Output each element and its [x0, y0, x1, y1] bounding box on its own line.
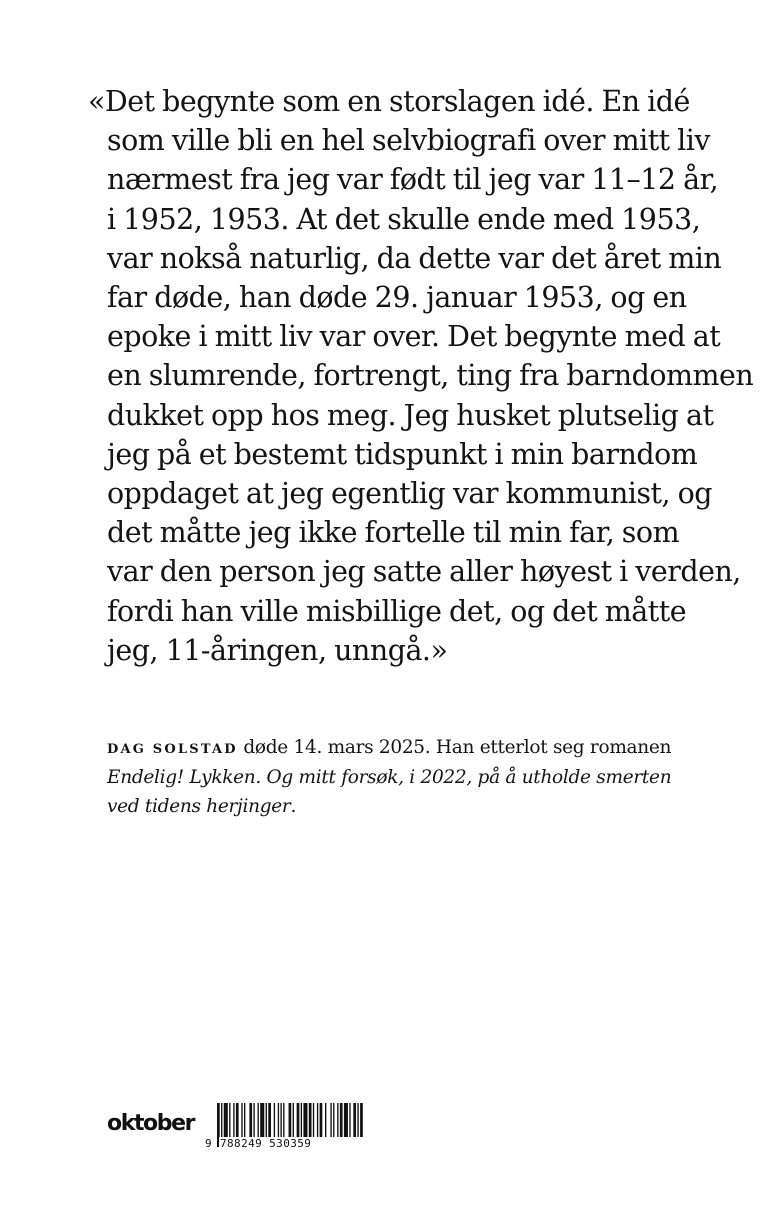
barcode-bar	[349, 1103, 350, 1137]
barcode-bar	[330, 1103, 331, 1137]
bio-line-1	[107, 734, 767, 764]
author-bio	[107, 734, 767, 821]
barcode-bar	[268, 1103, 271, 1137]
book-title-line-1: Endelig! Lykken. Og mitt forsøk, i 2022, på å utholde smerten	[107, 767, 672, 789]
barcode-bar	[266, 1103, 267, 1137]
barcode-bar	[253, 1103, 254, 1137]
barcode-digits	[205, 1137, 312, 1150]
author-name: DAG SOLSTAD	[107, 742, 238, 757]
barcode-bar	[325, 1103, 326, 1137]
barcode-bar	[309, 1103, 312, 1137]
barcode-bar	[344, 1103, 348, 1137]
barcode-bar	[236, 1103, 239, 1137]
quote-line: det måtte jeg ikke fortelle til min far, som	[107, 516, 680, 550]
quote-line: nærmest fra jeg var født til jeg var 11–12 år,	[107, 163, 719, 197]
quote-line: jeg, 11-åringen, unngå.»	[107, 633, 448, 667]
barcode-bar	[303, 1103, 307, 1137]
quote-line: fordi han ville misbillige det, og det måtte	[107, 594, 687, 628]
barcode-bar	[278, 1103, 279, 1137]
isbn-barcode	[205, 1103, 365, 1151]
barcode-bar	[283, 1103, 284, 1137]
barcode-bar	[244, 1103, 245, 1137]
barcode-bar	[333, 1103, 334, 1137]
barcode-number: 788249 530359	[220, 1137, 312, 1150]
quote-line: i 1952, 1953. At det skulle ende med 1953,	[107, 202, 701, 236]
quote-line: dukket opp hos meg. Jeg husket plutselig at	[107, 398, 714, 432]
quote-line: var nokså naturlig, da dette var det året min	[107, 241, 722, 275]
barcode-bar	[313, 1103, 314, 1137]
barcode-bar	[357, 1103, 358, 1137]
quote-line: en slumrende, fortrengt, ting fra barndommen	[107, 359, 754, 393]
bio-text: døde 14. mars 2025. Han etterlot seg romanen	[237, 737, 672, 758]
barcode-bar	[289, 1103, 292, 1137]
barcode-bar	[297, 1103, 300, 1137]
barcode-bar	[260, 1103, 264, 1137]
publisher-logo: oktober	[107, 1111, 195, 1136]
barcode-bar	[353, 1103, 356, 1137]
quote-line: «Det begynte som en storslagen idé. En idé	[88, 85, 690, 118]
barcode-bar	[317, 1103, 318, 1137]
bio-line-3	[107, 793, 767, 821]
book-title-line-2: ved tidens herjinger	[107, 795, 291, 817]
barcode-bar	[301, 1103, 302, 1137]
back-cover-quote	[88, 82, 768, 670]
barcode-bar	[229, 1103, 230, 1137]
quote-line: far døde, han døde 29. januar 1953, og en	[107, 281, 687, 315]
barcode-first-digit: 9	[205, 1137, 213, 1150]
barcode-bar	[233, 1103, 234, 1137]
quote-line: jeg på et bestemt tidspunkt i min barndom	[107, 437, 698, 471]
barcode-bar	[340, 1103, 343, 1137]
barcode-bar	[320, 1103, 323, 1137]
barcode-bar	[360, 1103, 363, 1137]
barcode-bar	[241, 1103, 242, 1137]
quote-line: epoke i mitt liv var over. Det begynte med at	[107, 320, 721, 354]
barcode-bar	[337, 1103, 338, 1137]
quote-line: som ville bli en hel selvbiografi over mitt liv	[107, 124, 711, 158]
barcode-bar	[274, 1103, 275, 1137]
barcode-bar	[249, 1103, 252, 1137]
barcode-bar	[280, 1103, 281, 1137]
bio-period: .	[290, 795, 297, 817]
barcode-bar	[258, 1103, 259, 1137]
quote-line: var den person jeg satte aller høyest i verden,	[107, 555, 741, 589]
barcode-bar	[224, 1103, 228, 1137]
quote-line: oppdaget at jeg egentlig var kommunist, og	[107, 477, 713, 511]
